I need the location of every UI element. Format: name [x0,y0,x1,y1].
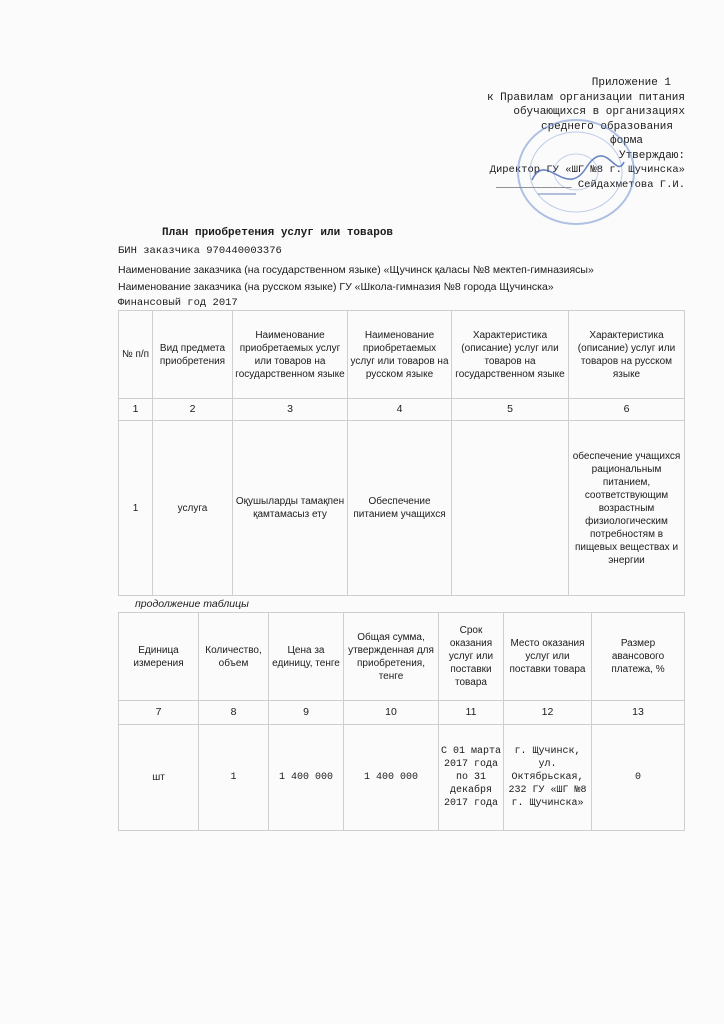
column-header: Цена за единицу, тенге [269,613,344,701]
appendix-line: среднего образования [540,120,673,133]
column-number: 5 [452,399,569,421]
table-row [119,421,685,596]
column-number: 8 [199,701,269,725]
column-header: Общая сумма, утвержденная для приобретения, тенге [344,613,439,701]
column-header: Место оказания услуг или поставки товара [504,613,592,701]
column-number: 6 [569,399,685,421]
table-cell: 1 400 000 [344,725,439,831]
appendix-title: Приложение 1 [591,77,671,89]
column-number: 12 [504,701,592,725]
column-number: 4 [348,399,452,421]
plan-table-part-1 [118,310,685,596]
table-cell: шт [119,725,199,831]
customer-name-kz: Наименование заказчика (на государственном языке) «Щучинск қаласы №8 мектеп-гимназиясы» [118,264,594,276]
column-header: Характеристика (описание) услуг или товаров на русском языке [569,311,685,399]
column-header: Наименование приобретаемых услуг или товаров на государственном языке [233,311,348,399]
table-row [119,725,685,831]
appendix-line: обучающихся в организациях [513,106,685,118]
appendix-line: к Правилам организации питания [486,91,685,104]
table-cell [452,421,569,596]
column-number: 2 [153,399,233,421]
seal-stamp-icon [506,110,646,230]
table-cell: С 01 марта 2017 года по 31 декабря 2017 года [439,725,504,831]
column-header: Количество, объем [199,613,269,701]
table-header-row [119,311,685,399]
column-number-row [119,399,685,421]
column-number: 9 [269,701,344,725]
approval-label: Утверждаю: [618,149,685,162]
column-number: 10 [344,701,439,725]
column-number-row [119,701,685,725]
table-cell: 1 [119,421,153,596]
column-number: 13 [592,701,685,725]
customer-bin: БИН заказчика 970440003376 [118,245,282,257]
table-cell: 1 [199,725,269,831]
table-cell: Оқушыларды тамақпен қамтамасыз ету [233,421,348,596]
column-number: 7 [119,701,199,725]
column-header: № п/п [119,311,153,399]
customer-name-ru: Наименование заказчика (на русском языке) ГУ «Школа-гимназия №8 города Щучинска» [118,281,554,293]
director-signature-line: ____________ Сейдахметова Г.И. [495,178,685,191]
table-cell: 1 400 000 [269,725,344,831]
appendix-form: форма [609,135,643,147]
column-number: 1 [119,399,153,421]
column-header: Вид предмета приобретения [153,311,233,399]
column-header: Наименование приобретаемых услуг или товаров на русском языке [348,311,452,399]
plan-table-part-2 [118,612,685,831]
financial-year: Финансовый год 2017 [118,297,238,309]
table-cell: услуга [153,421,233,596]
table-cell: 0 [592,725,685,831]
column-header: Размер авансового платежа, % [592,613,685,701]
table-continuation-label: продолжение таблицы [135,598,249,610]
column-number: 3 [233,399,348,421]
signature-icon [532,156,624,180]
table-cell: г. Щучинск, ул. Октябрьская, 232 ГУ «ШГ №8 г. Щучинска» [504,725,592,831]
director-title: Директор ГУ «ШГ №8 г. Щучинска» [489,164,685,176]
table-cell: Обеспечение питанием учащихся [348,421,452,596]
column-header: Характеристика (описание) услуг или товаров на государственном языке [452,311,569,399]
column-number: 11 [439,701,504,725]
table-cell: обеспечение учащихся рациональным питанием, соответствующим возрастным физиологическим потребностям в пищевых веществах и энергии [569,421,685,596]
table-header-row [119,613,685,701]
page-title: План приобретения услуг или товаров [162,227,394,239]
column-header: Единица измерения [119,613,199,701]
column-header: Срок оказания услуг или поставки товара [439,613,504,701]
